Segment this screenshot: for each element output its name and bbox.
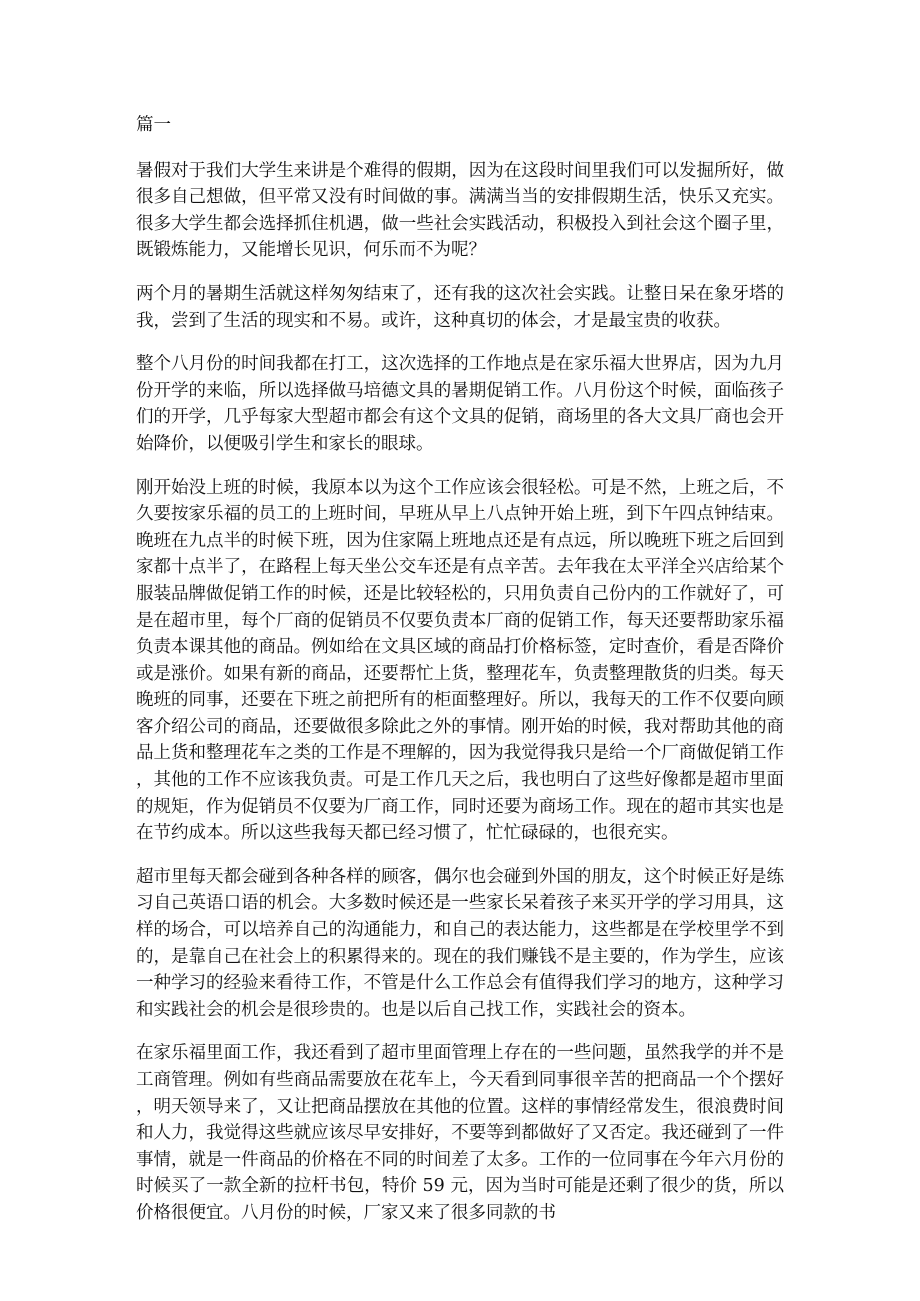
paragraph-3: 整个八月份的时间我都在打工，这次选择的工作地点是在家乐福大世界店，因为九月份开学的来临，所以选择做马培德文具的暑期促销工作。八月份这个时候，面临孩子们的开学，几乎每家大型超市都会有这个文具的促销，商场里的各大文具厂商也会开始降价，以便吸引学生和家长的眼球。 xyxy=(136,354,784,454)
paragraph-2: 两个月的暑期生活就这样匆匆结束了，还有我的这次社会实践。让整日呆在象牙塔的我，尝到了生活的现实和不易。或许，这种真切的体会，才是最宝贵的收获。 xyxy=(136,283,784,331)
section-heading: 篇一 xyxy=(136,115,171,135)
document-page xyxy=(136,112,784,1244)
paragraph-6: 在家乐福里面工作，我还看到了超市里面管理上存在的一些问题，虽然我学的并不是工商管理。例如有些商品需要放在花车上，今天看到同事很辛苦的把商品一个个摆好，明天领导来了，又让把商品摆放在其他的位置。这样的事情经常发生，很浪费时间和人力，我觉得这些就应该尽早安排好，不要等到都做好了又否定。我还碰到了一件事情，就是一件商品的价格在不同的时间差了太多。工作的一位同事在今年六月份的时候买了一款全新的拉杆书包，特价 59 元，因为当时可能是还剩了很少的货，所以价格很便宜。八月份的时候，厂家又来了很多同款的书 xyxy=(136,1043,784,1223)
paragraph-5: 超市里每天都会碰到各种各样的顾客，偶尔也会碰到外国的朋友，这个时候正好是练习自己英语口语的机会。大多数时候还是一些家长呆着孩子来买开学的学习用具，这样的场合，可以培养自己的沟通能力，和自己的表达能力，这些都是在学校里学不到的，是靠自己在社会上的积累得来的。现在的我们赚钱不是主要的，作为学生，应该一种学习的经验来看待工作，不管是什么工作总会有值得我们学习的地方，这种学习和实践社会的机会是很珍贵的。也是以后自己找工作，实践社会的资本。 xyxy=(136,866,784,1020)
paragraph-1: 暑假对于我们大学生来讲是个难得的假期，因为在这段时间里我们可以发掘所好，做很多自己想做，但平常又没有时间做的事。满满当当的安排假期生活，快乐又充实。很多大学生都会选择抓住机遇，做一些社会实践活动，积极投入到社会这个圈子里，既锻炼能力，又能增长见识，何乐而不为呢？ xyxy=(136,160,784,261)
paragraph-4: 刚开始没上班的时候，我原本以为这个工作应该会很轻松。可是不然，上班之后，不久要按家乐福的员工的上班时间，早班从早上八点钟开始上班，到下午四点钟结束。晚班在九点半的时候下班，因为住家隔上班地点还是有点远，所以晚班下班之后回到家都十点半了，在路程上每天坐公交车还是有点辛苦。去年我在太平洋全兴店给某个服装品牌做促销工作的时候，还是比较轻松的，只用负责自己份内的工作就好了，可是在超市里，每个厂商的促销员不仅要负责本厂商的促销工作，每天还要帮助家乐福负责本课其他的商品。例如给在文具区域的商品打价格标签，定时查价，看是否降价或是涨价。如果有新的商品，还要帮忙上货，整理花车，负责整理散货的归类。每天晚班的同事，还要在下班之前把所有的柜面整理好。所以，我每天的工作不仅要向顾客介绍公司的商品，还要做很多除此之外的事情。刚开始的时候，我对帮助其他的商品上货和整理花车之类的工作是不理解的，因为我觉得我只是给一个厂商做促销工作，其他的工作不应该我负责。可是工作几天之后，我也明白了这些好像都是超市里面的规矩，作为促销员不仅要为厂商工作，同时还要为商场工作。现在的超市其实也是在节约成本。所以这些我每天都已经习惯了，忙忙碌碌的，也很充实。 xyxy=(136,477,784,844)
